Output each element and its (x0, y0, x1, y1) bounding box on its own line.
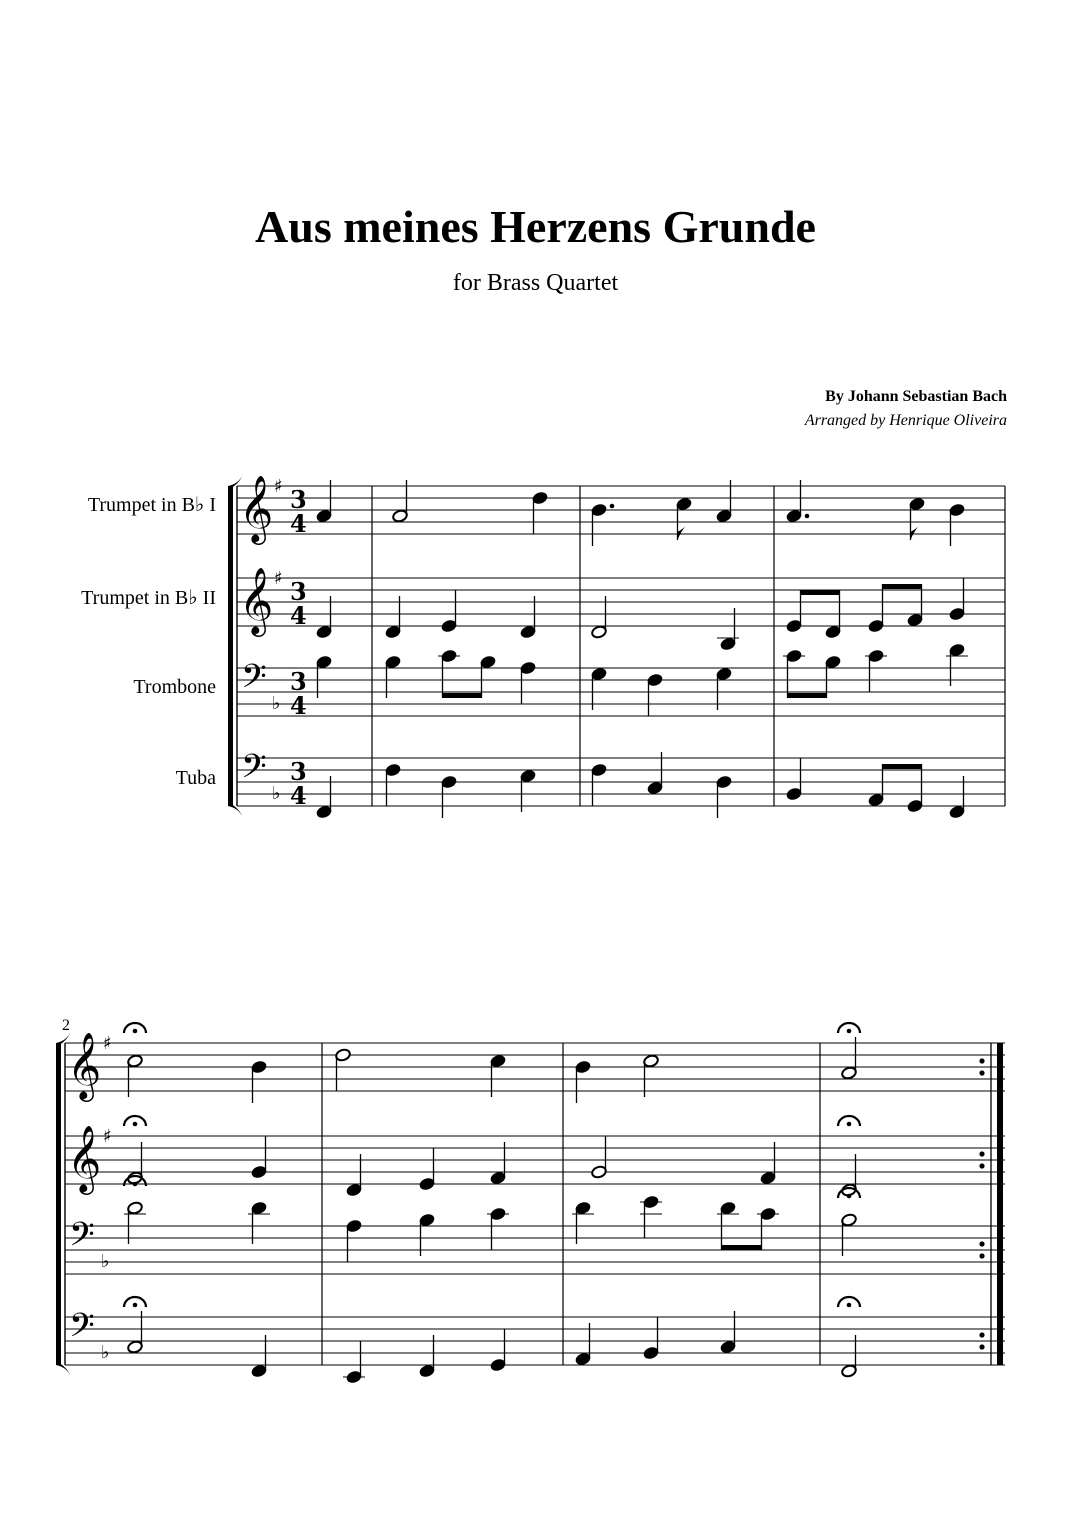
notehead (868, 649, 885, 663)
notehead (490, 1171, 507, 1185)
repeat-dot (979, 1344, 984, 1349)
notehead (868, 793, 885, 807)
bracket-hook (228, 802, 242, 816)
notehead (392, 509, 409, 523)
instrument-label-tuba: Tuba (175, 767, 216, 789)
key-signature-flat: ♭ (101, 1342, 110, 1363)
notehead (127, 1054, 144, 1068)
fermata-dot (847, 1194, 852, 1199)
notehead (907, 799, 924, 813)
composer-credit: By Johann Sebastian Bach (825, 388, 1007, 405)
notehead (786, 509, 803, 523)
notehead (575, 1352, 592, 1366)
instrument-label-trumpet-2: Trumpet in B♭ II (81, 587, 216, 609)
notehead (575, 1201, 592, 1215)
system-bracket (56, 1043, 61, 1365)
bracket-hook (56, 1361, 70, 1375)
notehead (716, 667, 733, 681)
notehead (346, 1370, 363, 1384)
notehead (385, 655, 402, 669)
system-bracket (228, 486, 233, 806)
notehead (520, 625, 537, 639)
system-2 (56, 1023, 1005, 1384)
bass-clef: 𝄢 (241, 748, 267, 794)
system-1 (228, 474, 1005, 819)
notehead (346, 1183, 363, 1197)
notehead (251, 1060, 268, 1074)
notehead (591, 625, 608, 639)
notehead (490, 1358, 507, 1372)
key-signature-flat: ♭ (272, 783, 281, 804)
final-thick-barline (997, 1043, 1003, 1365)
notehead (909, 497, 926, 511)
notehead (316, 805, 333, 819)
notehead (841, 1364, 858, 1378)
notehead (786, 787, 803, 801)
fermata-dot (133, 1303, 138, 1308)
treble-clef: 𝄞 (239, 566, 274, 634)
notehead (720, 1201, 737, 1215)
notehead (127, 1201, 144, 1215)
treble-clef: 𝄞 (239, 474, 274, 542)
notehead (419, 1177, 436, 1191)
notehead (720, 1340, 737, 1354)
treble-clef: 𝄞 (67, 1031, 102, 1099)
fermata-dot (133, 1182, 138, 1187)
fermata-dot (847, 1029, 852, 1034)
notehead (825, 625, 842, 639)
notehead (949, 503, 966, 517)
notehead (520, 769, 537, 783)
notehead (385, 625, 402, 639)
notehead (575, 1060, 592, 1074)
note-beam (443, 693, 482, 698)
notehead (316, 655, 333, 669)
score-subtitle: for Brass Quartet (452, 270, 619, 296)
time-signature-denominator: 4 (290, 601, 307, 630)
notehead (647, 781, 664, 795)
time-signature-numerator: 3 (290, 667, 307, 696)
notehead (643, 1054, 660, 1068)
fermata-dot (133, 1029, 138, 1034)
instrument-label-trombone: Trombone (133, 676, 216, 698)
fermata-dot (133, 1122, 138, 1127)
time-signature-denominator: 4 (290, 509, 307, 538)
augmentation-dot (610, 504, 615, 509)
note-flag (678, 524, 688, 540)
note-flag (911, 524, 921, 540)
time-signature-numerator: 3 (290, 577, 307, 606)
notehead (760, 1207, 777, 1221)
measure-number: 2 (62, 1017, 70, 1034)
notehead (591, 503, 608, 517)
bass-clef: 𝄢 (241, 658, 267, 704)
notehead (316, 625, 333, 639)
arranger-credit: Arranged by Henrique Oliveira (804, 412, 1007, 429)
notehead (907, 613, 924, 627)
notehead (949, 643, 966, 657)
notehead (786, 619, 803, 633)
notehead (716, 509, 733, 523)
notehead (949, 607, 966, 621)
time-signature-numerator: 3 (290, 485, 307, 514)
note-beam (801, 590, 840, 595)
notehead (490, 1054, 507, 1068)
notehead (316, 509, 333, 523)
bass-clef: 𝄢 (69, 1307, 95, 1353)
time-signature-denominator: 4 (290, 781, 307, 810)
notehead (441, 775, 458, 789)
notehead (127, 1340, 144, 1354)
notehead (591, 1165, 608, 1179)
augmentation-dot (805, 514, 810, 519)
notehead (643, 1195, 660, 1209)
note-beam (883, 584, 922, 589)
time-signature-denominator: 4 (290, 691, 307, 720)
notehead (520, 661, 537, 675)
key-signature-sharp: ♯ (103, 1033, 112, 1054)
repeat-dot (979, 1151, 984, 1156)
notehead (760, 1171, 777, 1185)
notehead (251, 1201, 268, 1215)
notehead (480, 655, 497, 669)
notehead (419, 1364, 436, 1378)
time-signature-numerator: 3 (290, 757, 307, 786)
key-signature-sharp: ♯ (274, 476, 283, 497)
notehead (591, 763, 608, 777)
notehead (385, 763, 402, 777)
note-beam (722, 1245, 762, 1250)
notehead (441, 619, 458, 633)
key-signature-flat: ♭ (101, 1251, 110, 1272)
notehead (841, 1066, 858, 1080)
notehead (716, 775, 733, 789)
key-signature-flat: ♭ (272, 693, 281, 714)
notehead (346, 1219, 363, 1233)
key-signature-sharp: ♯ (103, 1126, 112, 1147)
notehead (868, 619, 885, 633)
notehead (949, 805, 966, 819)
notehead (591, 667, 608, 681)
notehead (643, 1346, 660, 1360)
fermata-dot (847, 1303, 852, 1308)
notehead (720, 637, 737, 651)
repeat-dot (979, 1332, 984, 1337)
instrument-label-trumpet-1: Trumpet in B♭ I (87, 494, 216, 516)
note-beam (788, 693, 827, 698)
fermata-dot (847, 1122, 852, 1127)
notehead (532, 491, 549, 505)
notehead (251, 1165, 268, 1179)
notehead (647, 673, 664, 687)
notehead (825, 655, 842, 669)
notehead (251, 1364, 268, 1378)
repeat-dot (979, 1070, 984, 1075)
notehead (419, 1213, 436, 1227)
treble-clef: 𝄞 (67, 1124, 102, 1192)
notehead (841, 1213, 858, 1227)
repeat-dot (979, 1253, 984, 1258)
notehead (335, 1048, 352, 1062)
repeat-dot (979, 1163, 984, 1168)
notehead (676, 497, 693, 511)
notehead (490, 1207, 507, 1221)
bass-clef: 𝄢 (69, 1216, 95, 1262)
repeat-dot (979, 1241, 984, 1246)
score-title: Aus meines Herzens Grunde (255, 201, 816, 252)
repeat-dot (979, 1058, 984, 1063)
key-signature-sharp: ♯ (274, 568, 283, 589)
note-beam (883, 764, 922, 769)
notehead (441, 649, 458, 663)
notehead (786, 649, 803, 663)
